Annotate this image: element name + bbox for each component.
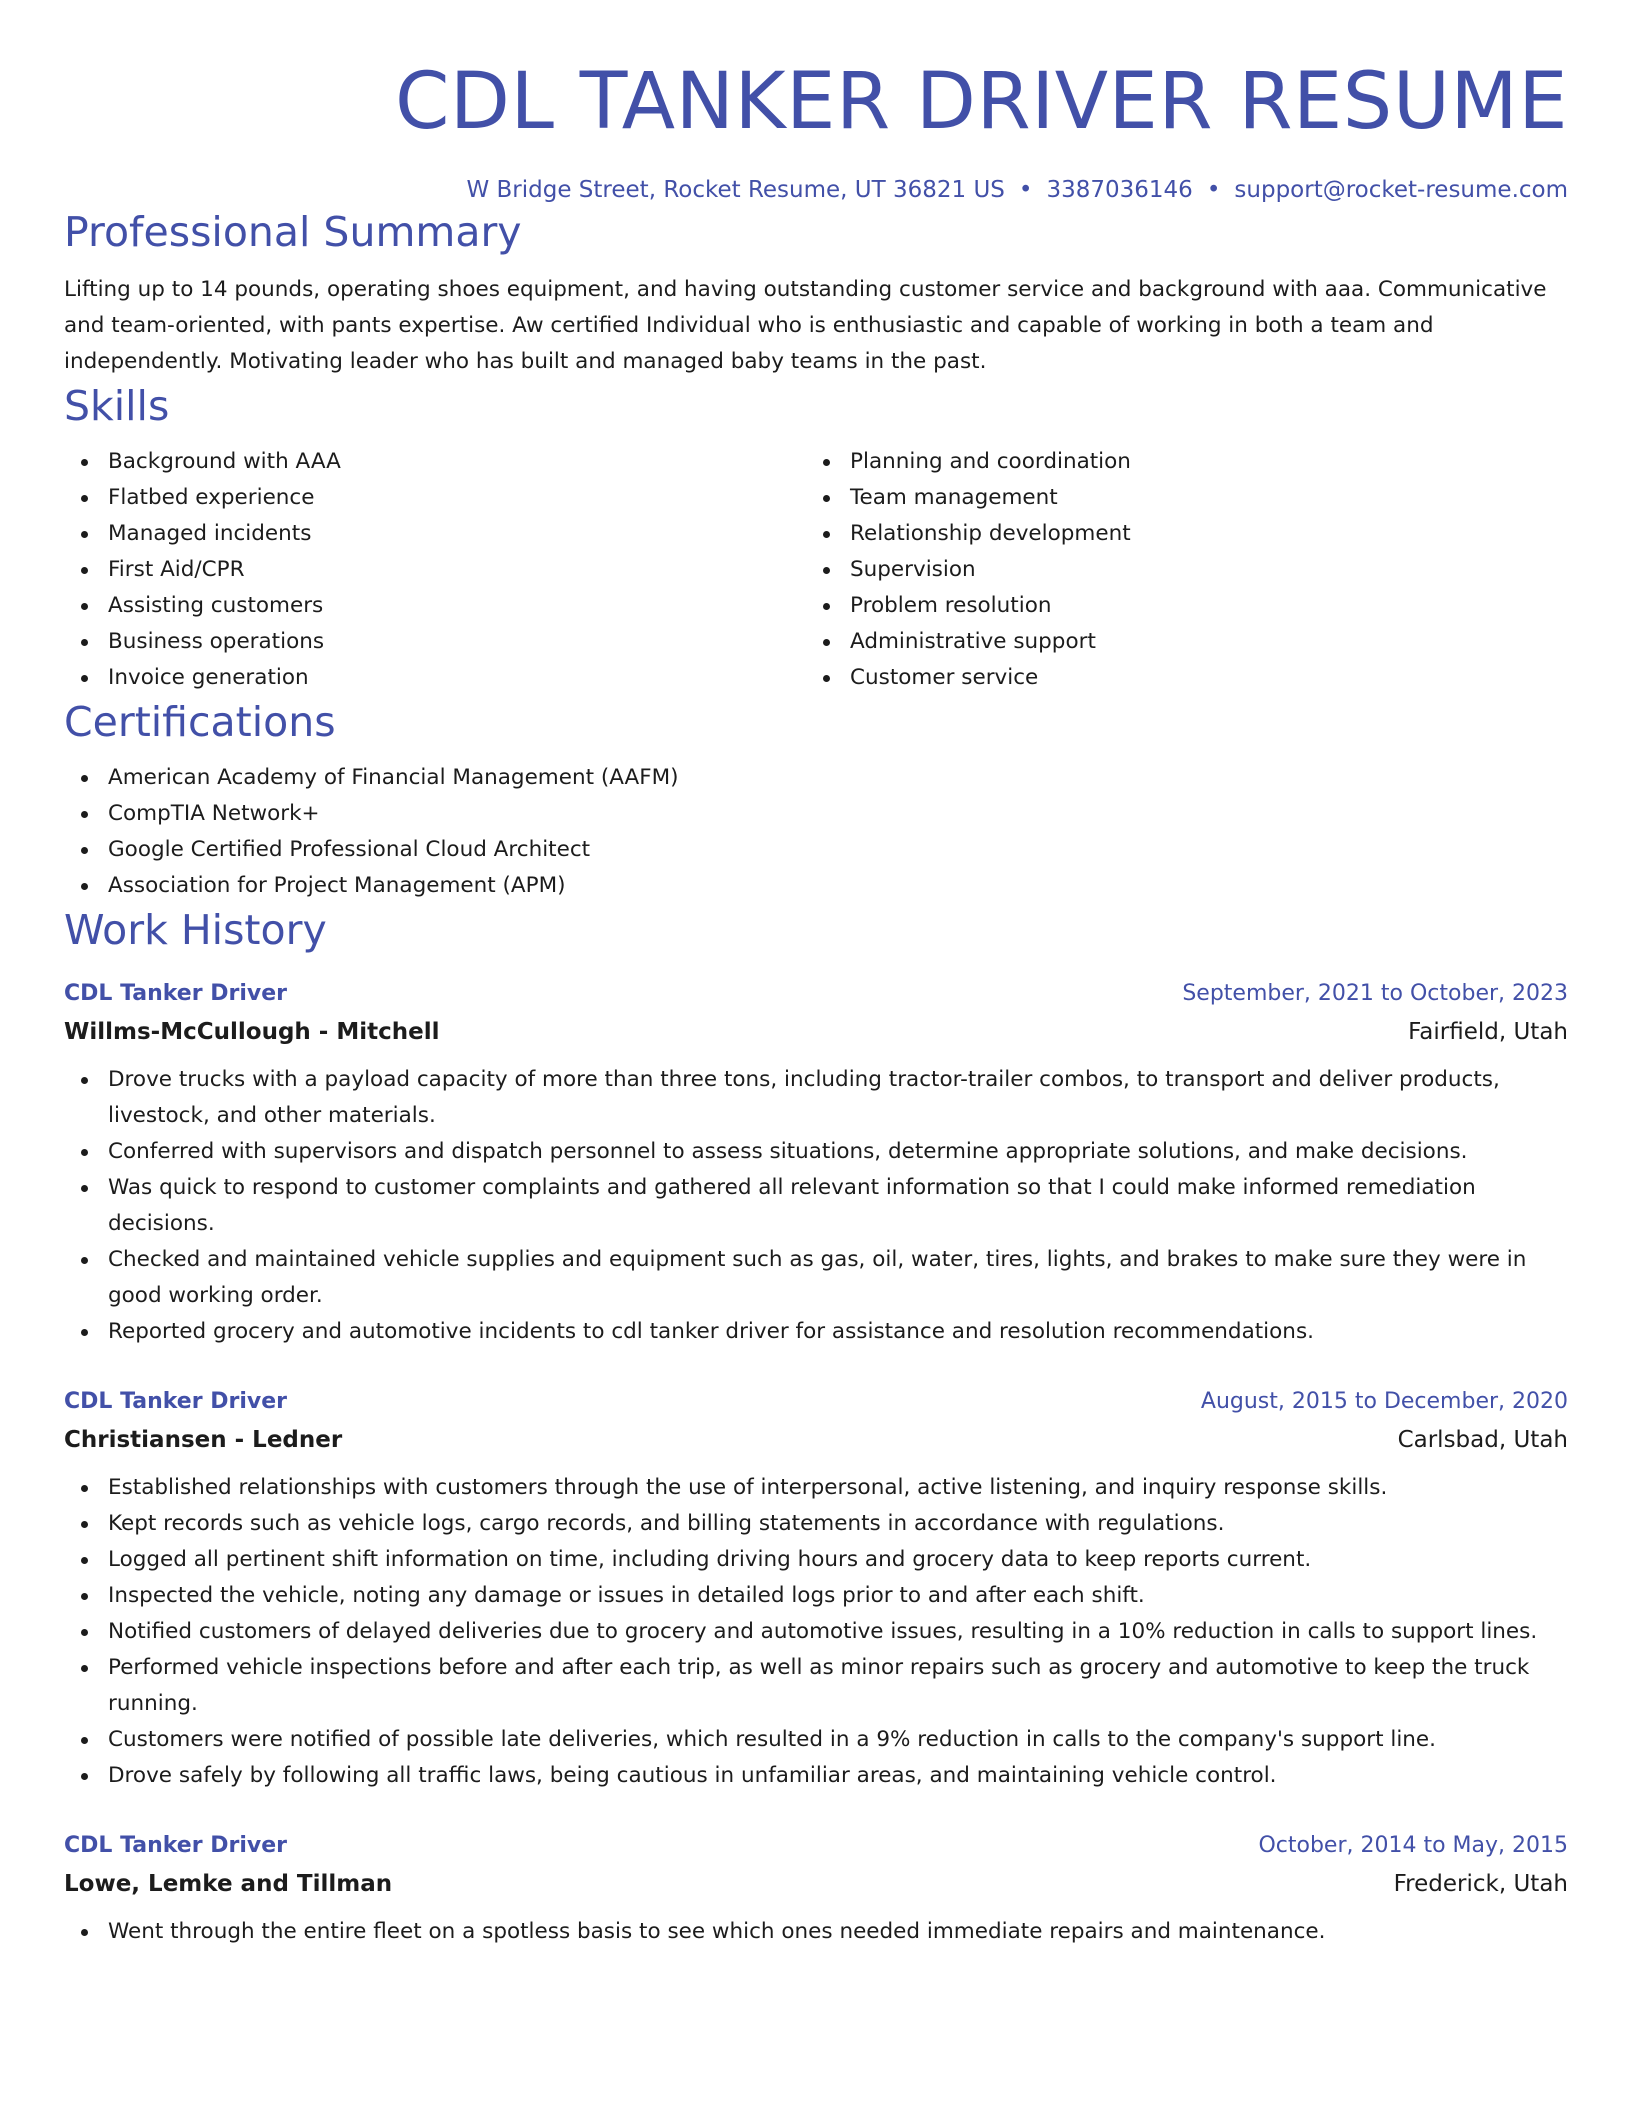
certification-item: Association for Project Management (APM) [64, 868, 1568, 904]
job-duty: Logged all pertinent shift information on time, including driving hours and grocery data to keep reports current. [64, 1542, 1568, 1578]
skills-right-column [806, 444, 1548, 696]
job-duty: Drove trucks with a payload capacity of more than three tons, including tractor-trailer combos, to transport and deliver products, livestock, and other materials. [64, 1062, 1568, 1134]
job-location: Fairfield, Utah [1408, 1019, 1568, 1045]
skill-item: Invoice generation [64, 660, 806, 696]
job-header [64, 1828, 1568, 1864]
skills-grid [64, 444, 1568, 696]
job-duties [64, 1914, 1568, 1950]
job-duty: Established relationships with customers through the use of interpersonal, active listening, and inquiry response skills. [64, 1470, 1568, 1506]
skills-heading: Skills [64, 382, 170, 430]
job-duty: Checked and maintained vehicle supplies and equipment such as gas, oil, water, tires, lights, and brakes to make sure they were in good working order. [64, 1242, 1568, 1314]
job-duties [64, 1470, 1568, 1794]
job-company: Willms-McCullough - Mitchell [64, 1019, 440, 1045]
job-duty: Reported grocery and automotive incidents to cdl tanker driver for assistance and resolution recommendations. [64, 1314, 1568, 1350]
job-subheader [64, 1012, 1568, 1052]
contact-email: support@rocket-resume.com [1234, 177, 1568, 203]
job-duties [64, 1062, 1568, 1350]
job-dates: October, 2014 to May, 2015 [1258, 1833, 1568, 1858]
job-dates: August, 2015 to December, 2020 [1200, 1389, 1568, 1414]
job-duty: Went through the entire fleet on a spotless basis to see which ones needed immediate repairs and maintenance. [64, 1914, 1568, 1950]
skill-item: Assisting customers [64, 588, 806, 624]
skill-item: Business operations [64, 624, 806, 660]
job-company: Lowe, Lemke and Tillman [64, 1871, 393, 1897]
job-header [64, 1384, 1568, 1420]
job-dates: September, 2021 to October, 2023 [1182, 981, 1568, 1006]
job-subheader [64, 1420, 1568, 1460]
contact-line [64, 174, 1568, 206]
certification-item: Google Certified Professional Cloud Architect [64, 832, 1568, 868]
skills-left-column [64, 444, 806, 696]
job-duty: Kept records such as vehicle logs, cargo records, and billing statements in accordance with regulations. [64, 1506, 1568, 1542]
skill-item: Administrative support [806, 624, 1548, 660]
skill-item: Relationship development [806, 516, 1548, 552]
skill-item: Background with AAA [64, 444, 806, 480]
certification-item: CompTIA Network+ [64, 796, 1568, 832]
job-location: Carlsbad, Utah [1397, 1427, 1568, 1453]
summary-text: Lifting up to 14 pounds, operating shoes equipment, and having outstanding customer service and background with aaa. Communicative and team-oriented, with pants expertise. Aw certified Individual who is enthusiastic and capable of working in both a team and independently. Motivating leader who has built and managed baby teams in the past. [64, 277, 1547, 374]
skill-item: Planning and coordination [806, 444, 1548, 480]
skill-item: First Aid/CPR [64, 552, 806, 588]
job-duty: Was quick to respond to customer complaints and gathered all relevant information so that I could make informed remediation decisions. [64, 1170, 1568, 1242]
job-duty: Conferred with supervisors and dispatch personnel to assess situations, determine appropriate solutions, and make decisions. [64, 1134, 1568, 1170]
contact-address: W Bridge Street, Rocket Resume, UT 36821 US [466, 177, 1005, 203]
job-duty: Customers were notified of possible late deliveries, which resulted in a 9% reduction in calls to the company's support line. [64, 1722, 1568, 1758]
skill-item: Managed incidents [64, 516, 806, 552]
skill-item: Supervision [806, 552, 1548, 588]
contact-separator: • [1018, 177, 1033, 203]
job-title: CDL Tanker Driver [64, 1389, 287, 1414]
skill-item: Customer service [806, 660, 1548, 696]
job-header [64, 976, 1568, 1012]
summary-heading: Professional Summary [64, 208, 522, 256]
job-subheader [64, 1864, 1568, 1904]
skill-item: Flatbed experience [64, 480, 806, 516]
job-duty: Notified customers of delayed deliveries due to grocery and automotive issues, resulting in a 10% reduction in calls to support lines. [64, 1614, 1568, 1650]
skill-item: Problem resolution [806, 588, 1548, 624]
job-entry [64, 1828, 1568, 1950]
contact-phone: 3387036146 [1046, 177, 1193, 203]
certifications-list [64, 760, 1568, 904]
job-duty: Drove safely by following all traffic laws, being cautious in unfamiliar areas, and maintaining vehicle control. [64, 1758, 1568, 1794]
resume-title: CDL TANKER DRIVER RESUME [394, 57, 1568, 147]
certification-item: American Academy of Financial Management (AAFM) [64, 760, 1568, 796]
job-title: CDL Tanker Driver [64, 981, 287, 1006]
job-duty: Performed vehicle inspections before and after each trip, as well as minor repairs such as grocery and automotive to keep the truck running. [64, 1650, 1568, 1722]
skill-item: Team management [806, 480, 1548, 516]
job-entry [64, 976, 1568, 1350]
certifications-heading: Certifications [64, 698, 336, 746]
contact-separator: • [1206, 177, 1221, 203]
job-duty: Inspected the vehicle, noting any damage or issues in detailed logs prior to and after each shift. [64, 1578, 1568, 1614]
job-location: Frederick, Utah [1393, 1871, 1568, 1897]
work-history-heading: Work History [64, 906, 327, 954]
job-entry [64, 1384, 1568, 1794]
job-title: CDL Tanker Driver [64, 1833, 287, 1858]
job-company: Christiansen - Ledner [64, 1427, 343, 1453]
